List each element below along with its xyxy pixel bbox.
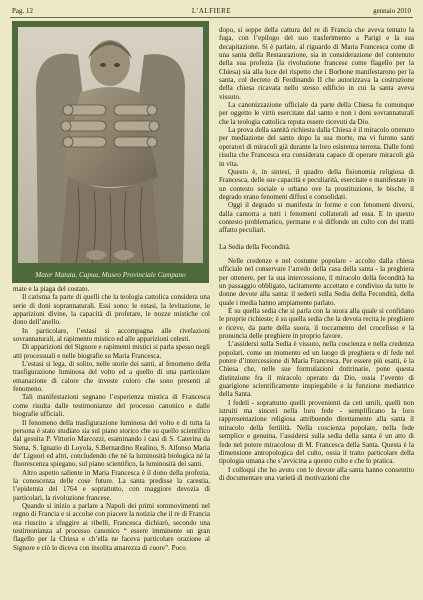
paragraph: Di apparizioni del Signore e rapimenti mistici si parla spesso negli atti processuali e nelle biografie su Maria Francesca. [13, 343, 210, 360]
issue-date: gennaio 2010 [373, 7, 411, 15]
page-header [10, 5, 413, 17]
paragraph: L’estasi si lega, di solito, nelle storie dei santi, al fenomeno della trasfigurazione luminosa del volto ed a quello di una particolare emanazione di calore che investe coloro che sono presenti al fenomeno. [13, 360, 210, 394]
section-title: La Sedia della Fecondità. [219, 242, 291, 251]
page-number: Pag. 12 [12, 7, 33, 15]
paragraph: Altro aspetto saliente in Maria Francesca è il dono della profezia, la conoscenza delle cose future. La santa predisse la carestia, l’epidemia del 1764 e soprattutto, con maggiore devozia di particolari, la rivoluzione francese. [13, 468, 210, 502]
paragraph: dopo, si seppe della cattura del re di Francia che aveva tentato la fuga, con l’epilogo del suo trasferimento a Parigi e la sua decapitazione. Si è parlato, al riguardo di Maria Francesca come di una santa della Restaurazione, sia in considerazione del contenuto della sua profezia (la rivoluzione francese come flagello per la Chiesa) sia alla luce del rispetto che i Borbone manifestarono per la santa, col decreto di Ferdinando II che autorizzava la costruzione della chiesa ricavata nello stesso edificio in cui la santa aveva vissuto. [219, 26, 414, 101]
paragraph: I colloqui che ho avuto con le devote alla santa hanno consentito di documentare una varietà di motivazioni che [219, 465, 414, 482]
paragraph: Il carisma fa parte di quelli che la teologia cattolica considera una serie di doni soprannaturali. Essi sono: le estasi, la levitazione, le apparizioni divine, la capacità di profetare, le nozze mistiche col dono dell’anello. [13, 293, 210, 327]
header-rule [10, 17, 413, 18]
paragraph: Questo è, in sintesi, il quadro della fisionomia religiosa di Francesca, delle sue capacità e peculiarità, esercitate e manifestate in un contesto sociale e urbano ove la prostituzione, le bische, il degrado erano fenomeni diffusi e consolidati. [219, 167, 414, 201]
paragraph: In particolare, l’estasi si accompagna alle rivelazioni sovrannaturali, al rapimento mistico ed alle apparizioni celesti. [13, 326, 210, 344]
figure-caption: Mater Matuta, Capua, Museo Provinciale Campano [35, 271, 186, 279]
statue-figure [12, 21, 209, 283]
paragraph: Oggi il degrado si manifesta in forme e con fenomeni diversi, dalla camorra a tutti i fenomeni collaterali ad essa. E in questo contesto problematico, permane e si diffonde un culto con dei tratti affatto peculiari. [219, 201, 414, 235]
right-column [219, 26, 414, 482]
paragraph: La prova della santità richiesta dalla Chiesa è il miracolo ottenuto per mediazione del santo dopo la sua morte, ma vi furono santi operatori di miracoli già durante la loro esistenza terrena. Dalle fonti risulta che Francesca era considerata capace di operare miracoli già in vita. [219, 126, 414, 168]
paragraph: Il fenomeno della trasfigurazione luminosa del volto e di tutta la persona è stato studiato sia sul piano storico che su quello scientifico dal gesuita P. Vittorio Marcozzi, esaminando i casi di S. Caterina da Siena, S. Ignazio di Loyola, S.Bernardino Realino, S. Alfonso Maria de’ Liguori ed altri, concludendo che né la luminosità biologica né la fluorescenza spiegano, sul piano scientifico, la luminosità dei santi. [13, 418, 210, 469]
paragraph: Tali manifestazioni segnano l’esperienza mistica di Francesca come risulta dalle testimonianze del processo canonico e dalle biografie ufficiali. [13, 393, 210, 419]
masthead-title: L’ALFIERE [191, 7, 232, 15]
paragraph: Nelle credenze e nel costume popolare - accolto dalla chiesa ufficiale nel conservare l’arredo della casa della santa - la preghiera per ottenere, per la sua intercessione, il miracolo della fecondità ha un passaggio obbligato, tacitamente accettato e condiviso da tutte le donne devote alla santa: il sederti sulla Sedia della Fecondità, della quale i media hanno ampiamente parlato. [219, 256, 414, 307]
paragraph: È su quella sedia che si parla con la suora alla quale si confidano le proprie richieste; è su quella sedia che la devota recita le preghiere e riceve, da parte della suora, il toccamento del crocefisso e la pronuncia delle preghiere in proprio favore. [219, 307, 414, 341]
paragraph: Quando si inizio a parlare a Napoli dei primi sommovimenti nel regno di Francia e si accolse con piacere la notizia che il re di Francia era riuscito a sfuggire ai ribelli, Francesca dichiarò, secondo una testimonianza al processo canonico “ essere imminente un gran flagello per la Chiesa e ch’ella ne faceva particolare orazione al Signore e ciò lo diceva con insolita amarezza di cuore”. Poco [13, 501, 210, 552]
left-column [13, 285, 210, 552]
paragraph: mate e la piaga del costato. [13, 285, 90, 293]
paragraph: La canonizzazione ufficiale da parte della Chiesa fu comunque per oggetto le virtù esercitate dal santo e non i doni sovrannaturali che la teologia cattolica reputa essere ricevuti da Dio. [219, 101, 414, 126]
paragraph: L’assidersi sulla Sedia è vissuto, nella coscienza e nella credenza popolari, come un momento ed un luogo di preghiera e di fede nel potere d’intercessione di Maria Francesca. Per essere più esatti, è la Chiesa che, nelle sue formulazioni dottrinarie, pone questa distinzione fra il miracolo operato da Dio, ossia l’evento di guarigione scientificamente inspiegabile e la funzione mediatrice della Santa. [219, 340, 414, 399]
statue-photo [18, 27, 203, 263]
paragraph: I fedeli - soprattutto quelli provenienti da ceti umili, quelli non istruiti ma sinceri nella loro fede - semplificano la loro rappresentazione religiosa attribuendo direttamente alla santa il miracolo della fertilità. Nella coscienza popolare, nella fede semplice e genuina, l’assidersi sulla sedia della santa è un atto di fede nel potere miracoloso di M. Francesca della Santa. Questa è la dimensione antropologica del culto, ossia il tratto particolare della tipologia umana che s’avvicina a questo culto e che lo pratica. [219, 398, 414, 466]
